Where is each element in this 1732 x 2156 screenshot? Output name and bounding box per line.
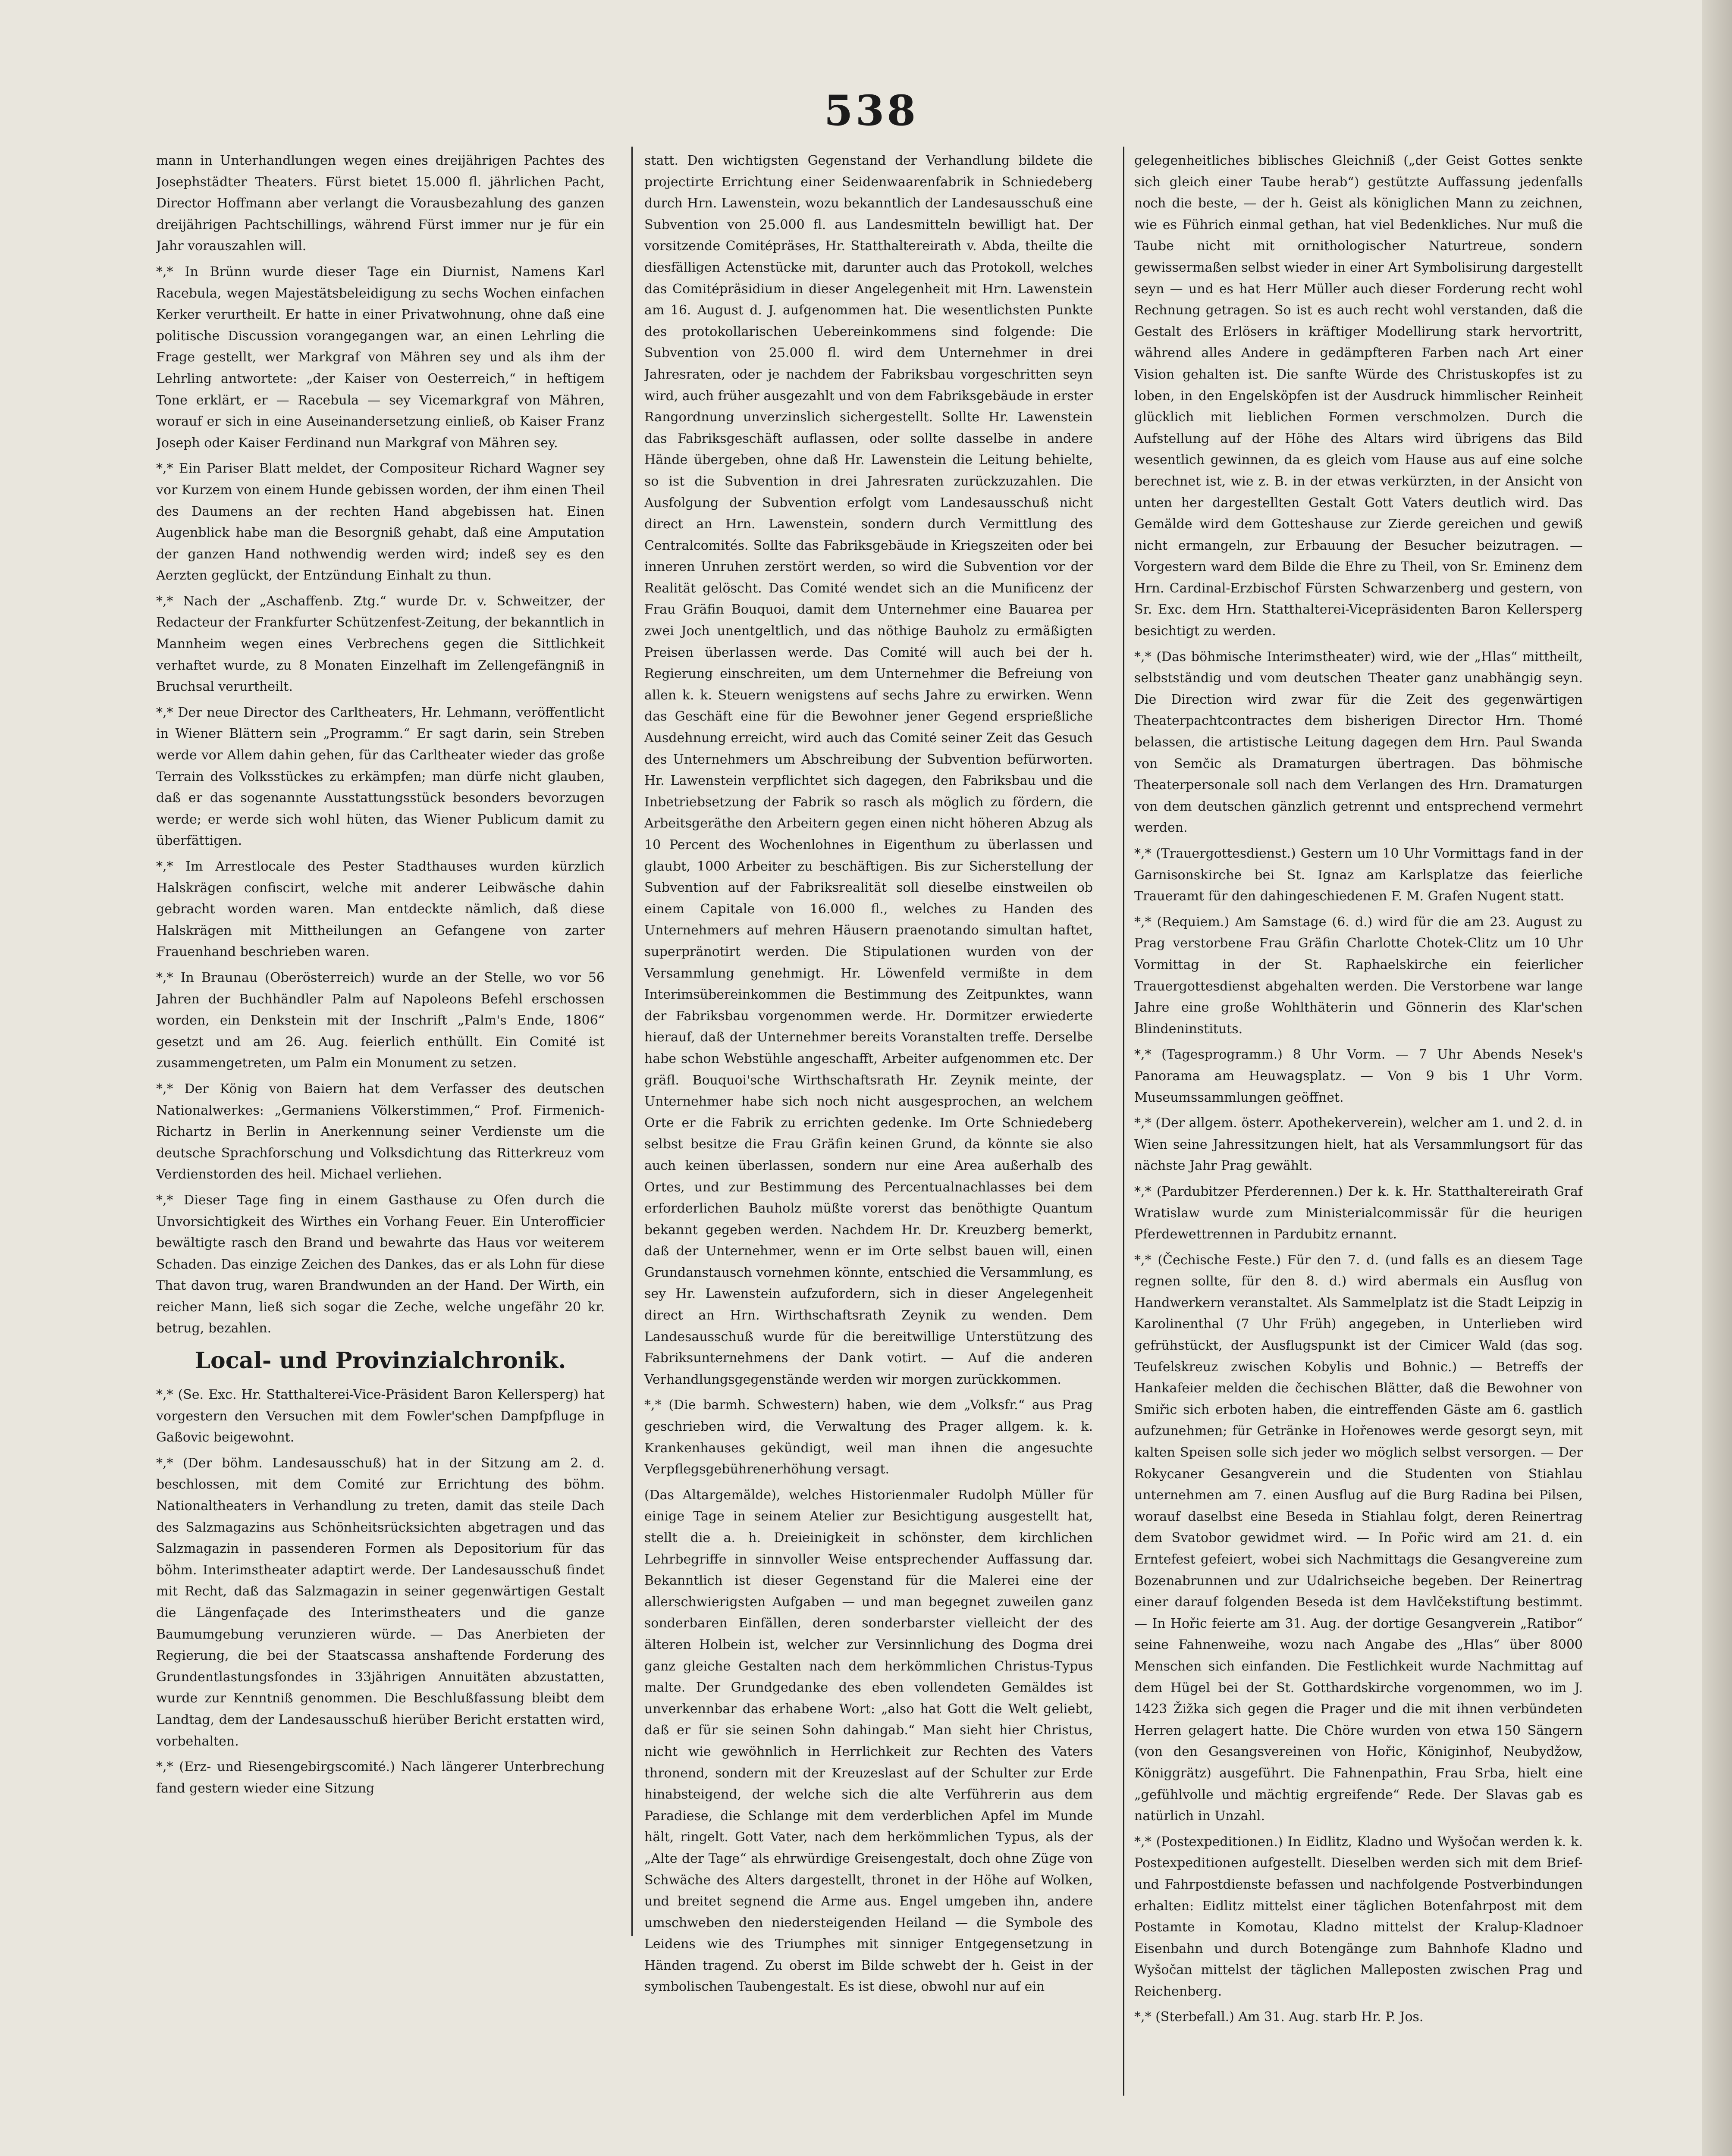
text-column-3 (1134, 150, 1583, 2099)
section-heading: Local- und Provinzialchronik. (195, 1348, 566, 1374)
article-paragraph: *,* (Requiem.) Am Samstage (6. d.) wird für die am 23. August zu Prag verstorbene Frau Gräfin Charlotte Chotek-Clitz um 10 Uhr Vormittag in der St. Raphaelskirche ein feierlicher Trauergottesdienst abgehalten werden. Die Verstorbene war lange Jahre eine große Wohlthäterin und Gönnerin des Klar'schen Blindeninstituts. (1134, 914, 1583, 1037)
article-paragraph: *,* (Erz- und Riesengebirgscomité.) Nach längerer Unterbrechung fand gestern wieder eine Sitzung (156, 1759, 605, 1796)
article-paragraph: *,* (Se. Exc. Hr. Statthalterei-Vice-Präsident Baron Kellersperg) hat vorgestern den Versuchen mit dem Fowler'schen Dampfpfluge in Gaßovic beigewohnt. (156, 1387, 605, 1445)
article-paragraph: gelegenheitliches biblisches Gleichniß („der Geist Gottes senkte sich gleich einer Taube herab“) gestützte Auffassung jedenfalls noch die beste, — der h. Geist als königlichen Mann zu zeichnen, wie es Führich einmal gethan, hat viel Bedenkliches. Nur muß die Taube nicht mit ornithologischer Naturtreue, sondern gewissermaßen selbst wieder in einer Art Symbolisirung dargestellt seyn — und es hat Herr Müller auch dieser Forderung recht wohl Rechnung getragen. So ist es auch recht wohl verstanden, daß die Gestalt des Erlösers in kräftiger Modellirung stark hervortritt, während alles Andere in gedämpfteren Farben nach Art einer Vision gehalten ist. Die sanfte Würde des Christuskopfes ist zu loben, in den Engelsköpfen ist der Ausdruck himmlischer Reinheit glücklich mit lieblichen Formen verschmolzen. Durch die Aufstellung auf der Höhe des Altars wird übrigens das Bild wesentlich gewinnen, da es gleich vom Hause aus auf eine solche berechnet ist, wie z. B. in der etwas verkürzten, in der Ansicht von unten her dargestellten Gestalt Gott Vaters deutlich wird. Das Gemälde wird dem Gotteshause zur Zierde gereichen und gewiß nicht ermangeln, zur Erbauung der Besucher beizutragen. — Vorgestern ward dem Bilde die Ehre zu Theil, von Sr. Eminenz dem Hrn. Cardinal-Erzbischof Fürsten Schwarzenberg und gestern, von Sr. Exc. dem Hrn. Statthalterei-Vicepräsidenten Baron Kellersperg besichtigt zu werden. (1134, 153, 1583, 639)
column-divider (631, 147, 633, 1936)
article-paragraph: *,* Der König von Baiern hat dem Verfasser des deutschen Nationalwerkes: „Germaniens Völkerstimmen,“ Prof. Firmenich-Richartz in Berlin in Anerkennung seiner Verdienste um die deutsche Sprachforschung und Volksdichtung das Ritterkreuz vom Verdienstorden des heil. Michael verliehen. (156, 1081, 605, 1182)
column-divider (1123, 147, 1124, 2096)
article-paragraph: *,* Dieser Tage fing in einem Gasthause zu Ofen durch die Unvorsichtigkeit des Wirthes ein Vorhang Feuer. Ein Unterofficier bewältigte rasch den Brand und bewahrte das Haus vor weiterem Schaden. Das einzige Zeichen des Dankes, das er als Lohn für diese That davon trug, waren Brandwunden an der Hand. Der Wirth, ein reicher Mann, ließ sich sogar die Zeche, welche ungefähr 20 kr. betrug, bezahlen. (156, 1192, 605, 1336)
article-paragraph: (Das Altargemälde), welches Historienmaler Rudolph Müller für einige Tage in seinem Atelier zur Besichtigung ausgestellt hat, stellt die a. h. Dreieinigkeit in schönster, dem kirchlichen Lehrbegriffe in sinnvoller Weise entsprechender Auffassung dar. Bekanntlich ist dieser Gegenstand für die Malerei eine der allerschwierigsten Aufgaben — und man begegnet zuweilen ganz sonderbaren Einfällen, deren sonderbarster vielleicht der des älteren Holbein ist, welcher zur Versinnlichung des Dogma drei ganz gleiche Gestalten nach dem herkömmlichen Christus-Typus malte. Der Grundgedanke des eben vollendeten Gemäldes ist unverkennbar das erhabene Wort: „also hat Gott die Welt geliebt, daß er für sie seinen Sohn dahingab.“ Man sieht hier Christus, nicht wie gewöhnlich in Herrlichkeit zur Rechten des Vaters thronend, sondern mit der Kreuzeslast auf der Schulter zur Erde hinabsteigend, der welche sich die alte Verführerin aus dem Paradiese, die Schlange mit dem verderblichen Apfel im Munde hält, ringelt. Gott Vater, nach dem herkömmlichen Typus, als der „Alte der Tage“ als ehrwürdige Greisengestalt, doch ohne Züge von Schwäche des Alters dargestellt, thronet in der Höhe auf Wolken, und breitet segnend die Arme aus. Engel umgeben ihn, andere umschweben den niedersteigenden Heiland — die Symbole des Leidens wie des Triumphes mit sinniger Entgegensetzung in Händen tragend. Zu oberst im Bilde schwebt der h. Geist in der symbolischen Taubengestalt. Es ist diese, obwohl nur auf ein (644, 1487, 1093, 1995)
article-paragraph: *,* (Pardubitzer Pferderennen.) Der k. k. Hr. Statthaltereirath Graf Wratislaw wurde zum Ministerialcommissär für die heurigen Pferdewettrennen in Pardubitz ernannt. (1134, 1184, 1583, 1242)
article-paragraph: *,* Nach der „Aschaffenb. Ztg.“ wurde Dr. v. Schweitzer, der Redacteur der Frankfurter Schützenfest-Zeitung, der bekanntlich in Mannheim wegen eines Verbrechens gegen die Sittlichkeit verhaftet wurde, zu 8 Monaten Einzelhaft im Zellengefängniß in Bruchsal verurtheilt. (156, 593, 605, 695)
article-paragraph: *,* (Tagesprogramm.) 8 Uhr Vorm. — 7 Uhr Abends Nesek's Panorama am Heuwagsplatz. — Von 9 bis 1 Uhr Vorm. Museumssammlungen geöffnet. (1134, 1047, 1583, 1105)
article-paragraph: *,* (Der allgem. österr. Apothekerverein), welcher am 1. und 2. d. in Wien seine Jahressitzungen hielt, hat als Versammlungsort für das nächste Jahr Prag gewählt. (1134, 1116, 1583, 1174)
article-paragraph: *,* Der neue Director des Carltheaters, Hr. Lehmann, veröffentlicht in Wiener Blättern sein „Programm.“ Er sagt darin, sein Streben werde vor Allem dahin gehen, für das Carltheater wieder das große Terrain des Volksstückes zu erkämpfen; man dürfe nicht glauben, daß er das sogenannte Ausstattungsstück besonders bevorzugen werde; er werde sich wohl hüten, das Wiener Publicum damit zu überfättigen. (156, 705, 605, 849)
article-paragraph: *,* (Trauergottesdienst.) Gestern um 10 Uhr Vormittags fand in der Garnisonskirche bei St. Ignaz am Karlsplatze das feierliche Traueramt für den dahingeschiedenen F. M. Grafen Nugent statt. (1134, 846, 1583, 904)
article-paragraph: *,* (Čechische Feste.) Für den 7. d. (und falls es an diesem Tage regnen sollte, für den 8. d.) wird abermals ein Ausflug von Handwerkern veranstaltet. Als Sammelplatz ist die Stadt Leipzig in Karolinenthal (7 Uhr Früh) angegeben, in Unterlieben wird gefrühstückt, der Ausflugspunkt ist der Cimicer Wald (das sog. Teufelskreuz zwischen Kobylis und Bohnic.) — Betreffs der Hankafeier melden die čechischen Blätter, daß die Bewohner von Smiřic sich erboten haben, die eintreffenden Gäste am 6. gastlich aufzunehmen; für Getränke in Hořenowes werde gesorgt seyn, mit kalten Speisen solle sich jeder wo möglich selbst versorgen. — Der Rokycaner Gesangverein und die Studenten von Stiahlau unternehmen am 7. einen Ausflug auf die Burg Radina bei Pilsen, worauf daselbst eine Beseda in Stiahlau folgt, deren Reinertrag dem Svatobor gewidmet wird. — In Pořic wird am 21. d. ein Erntefest gefeiert, wobei sich Nachmittags die Gesangvereine zum Bozenabrunnen und zur Udalrichseiche begeben. Der Reinertrag einer darauf folgenden Beseda ist dem Havlčekstiftung bestimmt. — In Hořic feierte am 31. Aug. der dortige Gesangverein „Ratibor“ seine Fahnenweihe, wozu nach Angabe des „Hlas“ über 8000 Menschen sich einfanden. Die Festlichkeit wurde Nachmittag auf dem Hügel bei der St. Gotthardskirche vorgenommen, wo im J. 1423 Žižka sich gegen die Prager und die mit ihnen verbündeten Herren gelagert hatte. Die Chöre wurden von etwa 150 Sängern (von den Gesangsvereinen von Hořic, Königinhof, Neubydžow, Königgrätz) ausgeführt. Die Fahnenpathin, Frau Srba, hielt eine „gefühlvolle und mächtig ergreifende“ Rede. Der Slavas gab es natürlich in Unzahl. (1134, 1252, 1583, 1824)
article-paragraph: statt. Den wichtigsten Gegenstand der Verhandlung bildete die projectirte Errichtung einer Seidenwaarenfabrik in Schniedeberg durch Hrn. Lawenstein, wozu bekanntlich der Landesausschuß eine Subvention von 25.000 fl. aus Landesmitteln bewilligt hat. Der vorsitzende Comitépräses, Hr. Statthaltereirath v. Abda, theilte die diesfälligen Actenstücke mit, darunter auch das Protokoll, welches das Comitépräsidium in dieser Angelegenheit mit Hrn. Lawenstein am 16. August d. J. aufgenommen hat. Die wesentlichsten Punkte des protokollarischen Uebereinkommens sind folgende: Die Subvention von 25.000 fl. wird dem Unternehmer in drei Jahresraten, oder je nachdem der Fabriksbau vorgeschritten seyn wird, auch früher ausgezahlt und von dem Fabriksgebäude in erster Rangordnung unverzinslich sichergestellt. Sollte Hr. Lawenstein das Fabriksgeschäft auflassen, oder sollte dasselbe in andere Hände übergeben, ohne daß Hr. Lawenstein die Leitung behielte, so ist die Subvention in drei Jahresraten zurückzuzahlen. Die Ausfolgung der Subvention erfolgt vom Landesausschuß nicht direct an Hrn. Lawenstein, sondern durch Vermittlung des Centralcomités. Sollte das Fabriksgebäude in Kriegszeiten oder bei inneren Unruhen zerstört werden, so wird die Subvention vor der Realität gelöscht. Das Comité wendet sich an die Munificenz der Frau Gräfin Bouquoi, damit dem Unternehmer eine Bauarea per zwei Joch unentgeltlich, und das nöthige Bauholz zu ermäßigten Preisen überlassen werde. Das Comité will auch bei der h. Regierung einschreiten, um dem Unternehmer die Befreiung von allen k. k. Steuern wenigstens auf sechs Jahre zu erwirken. Wenn das Geschäft eine für die Bewohner jener Gegend ersprießliche Ausdehnung erreicht, wird auch das Comité seiner Zeit das Gesuch des Unternehmers um Abschreibung der Subvention befürworten. Hr. Lawenstein verpflichtet sich dagegen, den Fabriksbau und die Inbetriebsetzung der Fabrik so rasch als möglich zu fördern, die Arbeitsgeräthe den Arbeitern gegen einen nicht höheren Abzug als 10 Percent des Wochenlohnes in Eigenthum zu überlassen und glaubt, 1000 Arbeiter zu beschäftigen. Bis zur Sicherstellung der Subvention auf der Fabriksrealität soll dieselbe einstweilen ob einem Capitale von 16.000 fl., welches zu Handen des Unternehmers auf mehren Häusern praenotando simultan haftet, superpränotirt werden. Die Stipulationen wurden von der Versammlung genehmigt. Hr. Löwenfeld vermißte in dem Interimsübereinkommen die Bestimmung des Zeitpunktes, wann der Fabriksbau vorgenommen werde. Hr. Dormitzer erwiederte hierauf, daß der Unternehmer bereits Voranstalten treffe. Derselbe habe schon Webstühle angeschafft, Arbeiter aufgenommen etc. Der gräfl. Bouquoi'sche Wirthschaftsrath Hr. Zeynik meinte, der Unternehmer habe sich noch nicht ausgesprochen, an welchem Orte er die Fabrik zu errichten gedenke. Im Orte Schniedeberg selbst besitze die Frau Gräfin keinen Grund, da könnte sie also auch keinen überlassen, sondern nur eine Area außerhalb des Ortes, und zur Bestimmung des Percentualnachlasses bei dem erforderlichen Bauholz müßte vorerst das benöthigte Quantum bekannt gegeben werden. Nachdem Hr. Dr. Kreuzberg bemerkt, daß der Unternehmer, wenn er im Orte selbst bauen will, einen Grundanstausch vornehmen könnte, entschied die Versammlung, es sey Hr. Lawenstein aufzufordern, sich in dieser Angelegenheit direct an Hrn. Wirthschaftsrath Zeynik zu wenden. Dem Landesausschuß wurde für die bereitwillige Unterstützung des Fabriksunternehmens der Dank votirt. — Auf die anderen Verhandlungsgegenstände werden wir morgen zurückkommen. (644, 153, 1093, 1387)
article-paragraph: *,* (Sterbefall.) Am 31. Aug. starb Hr. P. Jos. (1134, 2009, 1424, 2025)
text-column-1 (156, 150, 605, 1957)
article-paragraph: *,* In Brünn wurde dieser Tage ein Diurnist, Namens Karl Racebula, wegen Majestätsbeleidigung zu sechs Wochen einfachen Kerker verurtheilt. Er hatte in einer Privatwohnung, ohne daß eine politische Discussion vorangegangen war, an einen Lehrling die Frage gestellt, wer Markgraf von Mähren sey und als ihm der Lehrling antwortete: „der Kaiser von Oesterreich,“ in heftigem Tone erklärt, er — Racebula — sey Vicemarkgraf von Mähren, worauf er sich in eine Auseinandersetzung einließ, ob Kaiser Franz Joseph oder Kaiser Ferdinand nun Markgraf von Mähren sey. (156, 264, 605, 451)
article-paragraph: *,* (Die barmh. Schwestern) haben, wie dem „Volksfr.“ aus Prag geschrieben wird, die Verwaltung des Prager allgem. k. k. Krankenhauses gekündigt, weil man ihnen die angesuchte Verpflegsgebührenerhöhung versagt. (644, 1398, 1093, 1477)
text-column-2 (644, 150, 1093, 2099)
article-paragraph: *,* In Braunau (Oberösterreich) wurde an der Stelle, wo vor 56 Jahren der Buchhändler Palm auf Napoleons Befehl erschossen worden, ein Denkstein mit der Inschrift „Palm's Ende, 1806“ gesetzt und am 26. Aug. feierlich enthüllt. Ein Comité ist zusammengetreten, um Palm ein Monument zu setzen. (156, 970, 605, 1071)
article-paragraph: *,* Im Arrestlocale des Pester Stadthauses wurden kürzlich Halskrägen confiscirt, welche mit anderer Leibwäsche dahin gebracht worden waren. Man entdeckte nämlich, daß diese Halskrägen mit Mittheilungen an Gefangene von zarter Frauenhand beschrieben waren. (156, 859, 605, 960)
article-paragraph: *,* (Das böhmische Interimstheater) wird, wie der „Hlas“ mittheilt, selbstständig und vom deutschen Theater ganz unabhängig seyn. Die Direction wird zwar für die Zeit des gegenwärtigen Theaterpachtcontractes dem bisherigen Director Hrn. Thomé belassen, die artistische Leitung dagegen dem Hrn. Paul Swanda von Semčic als Dramaturgen übertragen. Das böhmische Theaterpersonale soll nach dem Verlangen des Hrn. Dramaturgen von dem deutschen gänzlich getrennt und entsprechend vermehrt werden. (1134, 649, 1583, 836)
page-edge-shadow (1702, 0, 1732, 2156)
article-paragraph: mann in Unterhandlungen wegen eines dreijährigen Pachtes des Josephstädter Theaters. Fürst bietet 15.000 fl. jährlichen Pacht, Director Hoffmann aber verlangt die Vorausbezahlung des ganzen dreijährigen Pachtschillings, während Fürst immer nur je für ein Jahr vorauszahlen will. (156, 153, 605, 254)
page-number: 538 (824, 86, 919, 135)
article-paragraph: *,* (Postexpeditionen.) In Eidlitz, Kladno und Wyšočan werden k. k. Postexpeditionen aufgestellt. Dieselben werden sich mit dem Brief- und Fahrpostdienste befassen und nachfolgende Postverbindungen erhalten: Eidlitz mittelst einer täglichen Botenfahrpost mit dem Postamte in Komotau, Kladno mittelst der Kralup-Kladnoer Eisenbahn und durch Botengänge zum Bahnhofe Kladno und Wyšočan mittelst der täglichen Malleposten zwischen Prag und Reichenberg. (1134, 1834, 1583, 1999)
article-paragraph: *,* Ein Pariser Blatt meldet, der Compositeur Richard Wagner sey vor Kurzem von einem Hunde gebissen worden, der ihm einen Theil des Daumens an der rechten Hand abgebissen hat. Einen Augenblick habe man die Besorgniß gehabt, daß eine Amputation der ganzen Hand nothwendig werden wird; indeß sey es den Aerzten geglückt, der Entzündung Einhalt zu thun. (156, 461, 605, 583)
article-paragraph: *,* (Der böhm. Landesausschuß) hat in der Sitzung am 2. d. beschlossen, mit dem Comité zur Errichtung des böhm. Nationaltheaters in Verhandlung zu treten, damit das steile Dach des Salzmagazins aus Schönheitsrücksichten abgetragen und das Salzmagazin in passenderen Formen als Depositorium für das böhm. Interimstheater adaptirt werde. Der Landesausschuß findet mit Recht, daß das Salzmagazin in seiner gegenwärtigen Gestalt die Längenfaçade des Interimstheaters und die ganze Baumumgebung verunzieren würde. — Das Anerbieten der Regierung, die bei der Staatscassa anshaftende Forderung des Grundentlastungsfondes in 33jährigen Annuitäten abzustatten, wurde zur Kenntniß genommen. Die Beschlußfassung bleibt dem Landtag, dem der Landesausschuß hierüber Bericht erstatten wird, vorbehalten. (156, 1455, 605, 1749)
